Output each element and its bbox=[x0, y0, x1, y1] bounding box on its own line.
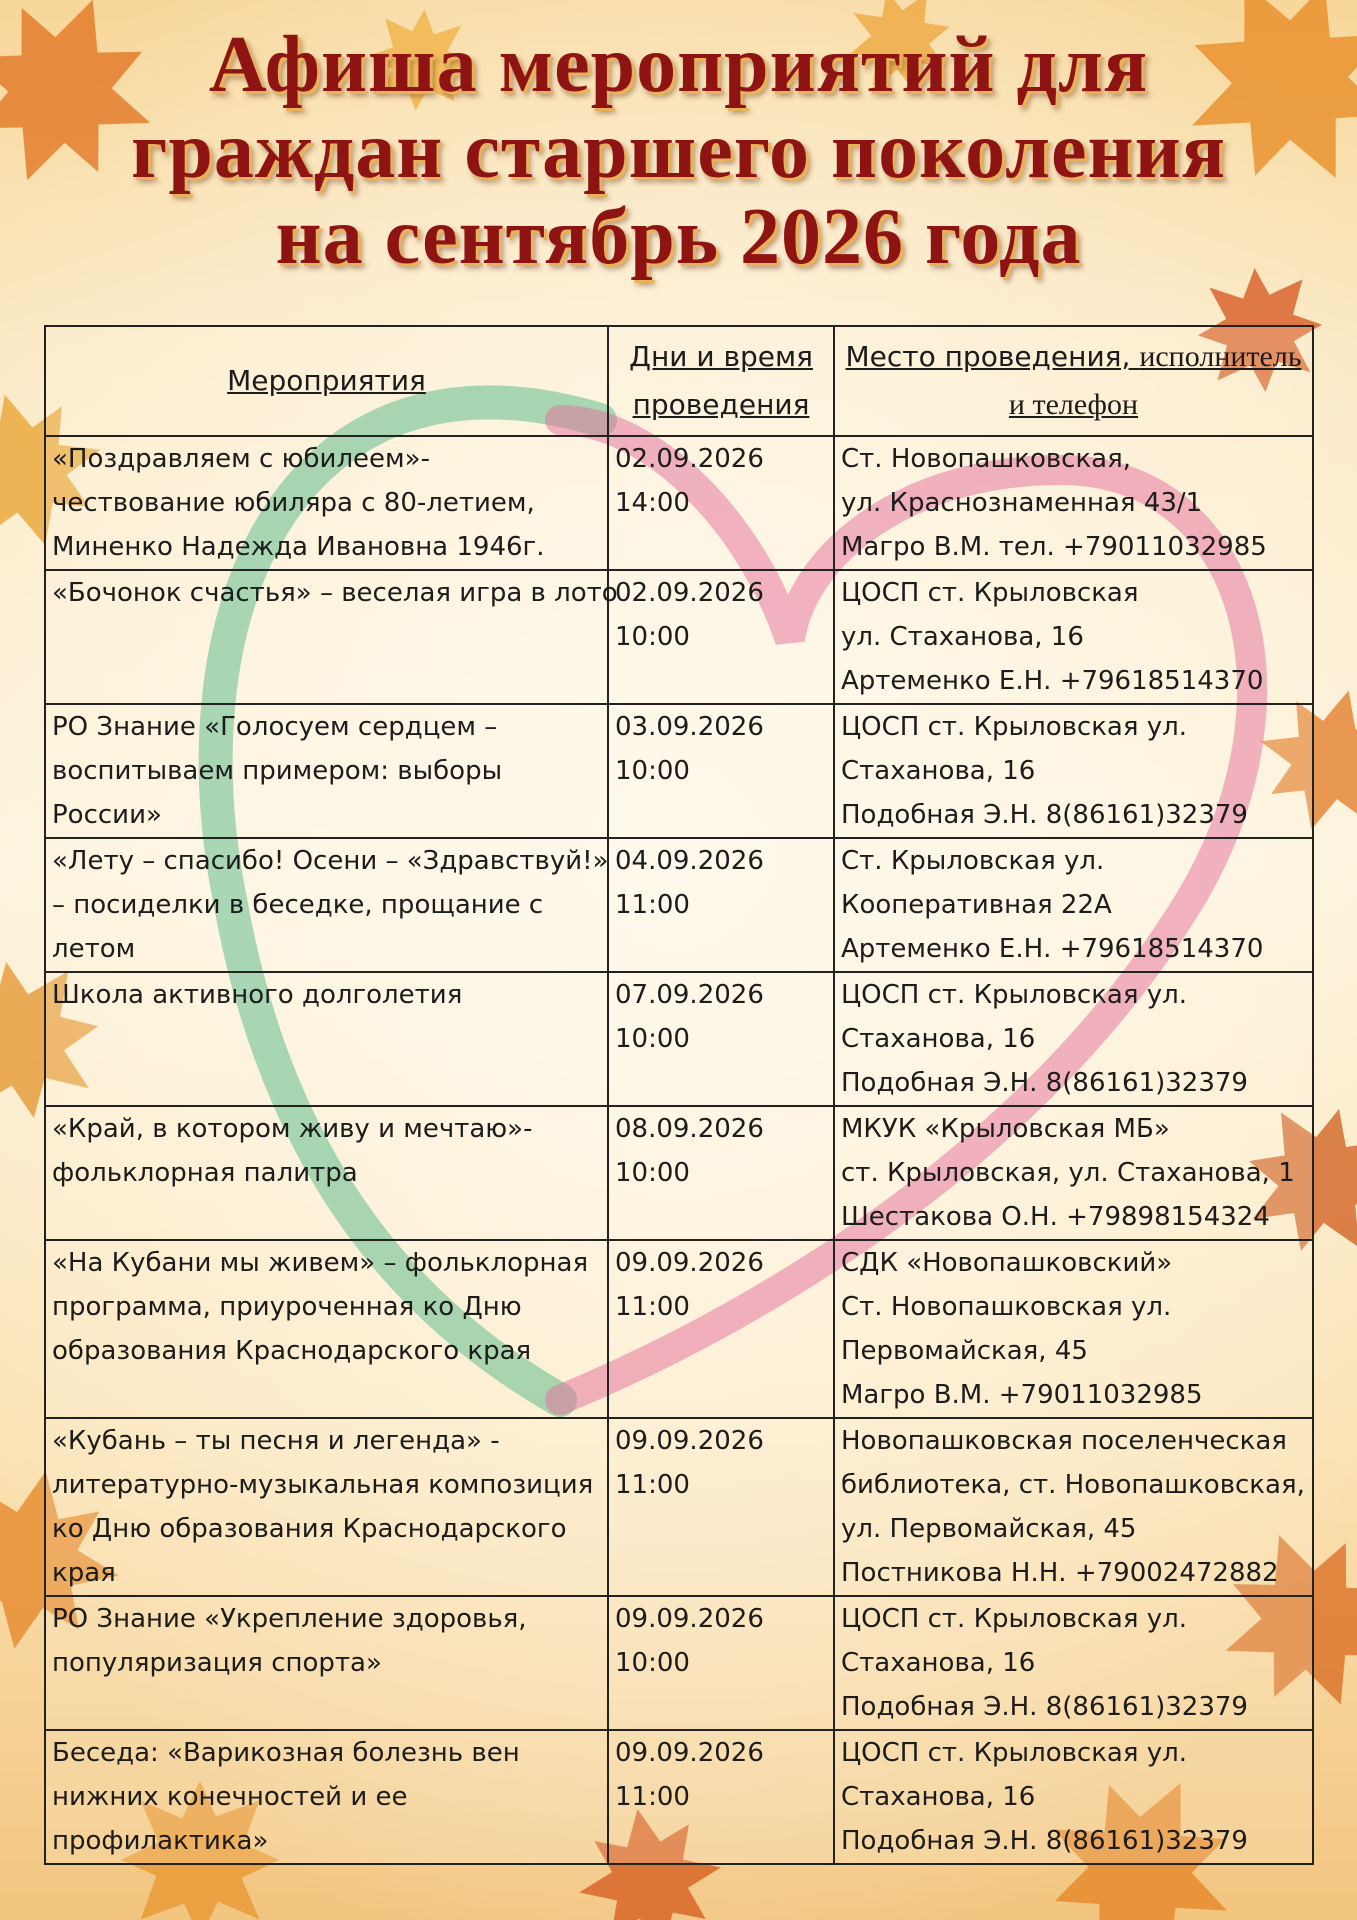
date-time-cell-line: 11:00 bbox=[615, 1782, 690, 1812]
header-time-line2: проведения bbox=[632, 388, 810, 421]
place-contact-cell-line: Подобная Э.Н. 8(86161)32379 bbox=[841, 1692, 1248, 1722]
table-row bbox=[45, 1418, 1313, 1596]
date-time-cell-line: 11:00 bbox=[615, 1292, 690, 1322]
place-contact-cell-line: Ст. Новопашковская ул. bbox=[841, 1292, 1172, 1322]
title-line: Афиша мероприятий для bbox=[208, 21, 1149, 109]
date-time-cell bbox=[608, 1418, 834, 1596]
place-contact-cell bbox=[834, 570, 1313, 704]
place-contact-cell-line: Постникова Н.Н. +79002472882 bbox=[841, 1558, 1279, 1588]
date-time-cell-line: 11:00 bbox=[615, 1470, 690, 1500]
event-cell-line: ко Дню образования Краснодарского bbox=[52, 1514, 567, 1544]
date-time-cell-line: 11:00 bbox=[615, 890, 690, 920]
title-line: на сентябрь 2026 года bbox=[275, 193, 1082, 281]
event-cell-line: образования Краснодарского края bbox=[52, 1336, 532, 1366]
table-row bbox=[45, 1730, 1313, 1864]
event-cell bbox=[45, 972, 608, 1106]
place-contact-cell-line: МКУК «Крыловская МБ» bbox=[841, 1114, 1170, 1144]
event-cell-line: профилактика» bbox=[52, 1826, 269, 1856]
date-time-cell bbox=[608, 1730, 834, 1864]
date-time-cell-line: 08.09.2026 bbox=[615, 1114, 764, 1144]
date-time-cell-line: 02.09.2026 bbox=[615, 578, 764, 608]
header-place-line2: исполнитель и телефон bbox=[1008, 340, 1302, 421]
header-time-line1: Дни и время bbox=[629, 340, 813, 373]
event-cell-line: «На Кубани мы живем» – фольклорная bbox=[52, 1248, 589, 1278]
event-cell-line: фольклорная палитра bbox=[52, 1158, 358, 1188]
place-contact-cell-line: ул. Краснознаменная 43/1 bbox=[841, 488, 1203, 518]
place-contact-cell-line: Артеменко Е.Н. +79618514370 bbox=[841, 666, 1264, 696]
event-cell-line: литературно-музыкальная композиция bbox=[52, 1470, 594, 1500]
place-contact-cell-line: СДК «Новопашковский» bbox=[841, 1248, 1173, 1278]
event-cell-line: «Край, в котором живу и мечтаю»- bbox=[52, 1114, 533, 1144]
place-contact-cell bbox=[834, 838, 1313, 972]
event-cell-line: края bbox=[52, 1558, 116, 1588]
place-contact-cell bbox=[834, 1596, 1313, 1730]
place-contact-cell-line: Стаханова, 16 bbox=[841, 1648, 1036, 1678]
place-contact-cell bbox=[834, 972, 1313, 1106]
table-row bbox=[45, 1106, 1313, 1240]
event-cell bbox=[45, 1418, 608, 1596]
date-time-cell bbox=[608, 704, 834, 838]
place-contact-cell-line: ЦОСП ст. Крыловская ул. bbox=[841, 1604, 1188, 1634]
date-time-cell-line: 10:00 bbox=[615, 756, 690, 786]
event-cell-line: летом bbox=[52, 934, 136, 964]
event-cell-line: России» bbox=[52, 800, 162, 830]
table-row bbox=[45, 570, 1313, 704]
place-contact-cell-line: Магро В.М. тел. +79011032985 bbox=[841, 532, 1267, 562]
place-contact-cell-line: Подобная Э.Н. 8(86161)32379 bbox=[841, 1068, 1248, 1098]
place-contact-cell-line: Ст. Новопашковская, bbox=[841, 444, 1132, 474]
place-contact-cell-line: Новопашковская поселенческая bbox=[841, 1426, 1287, 1456]
place-contact-cell-line: ст. Крыловская, ул. Стаханова, 1 bbox=[841, 1158, 1295, 1188]
date-time-cell-line: 10:00 bbox=[615, 1158, 690, 1188]
date-time-cell bbox=[608, 436, 834, 570]
place-contact-cell-line: ул. Первомайская, 45 bbox=[841, 1514, 1137, 1544]
place-contact-cell-line: Магро В.М. +79011032985 bbox=[841, 1380, 1203, 1410]
table-row bbox=[45, 704, 1313, 838]
date-time-cell-line: 09.09.2026 bbox=[615, 1738, 764, 1768]
event-cell-line: чествование юбиляра с 80-летием, bbox=[52, 488, 535, 518]
table-header-row bbox=[45, 326, 1313, 436]
place-contact-cell-line: ЦОСП ст. Крыловская ул. bbox=[841, 980, 1188, 1010]
place-contact-cell-line: Ст. Крыловская ул. bbox=[841, 846, 1105, 876]
place-contact-cell-line: Шестакова О.Н. +79898154324 bbox=[841, 1202, 1270, 1232]
date-time-cell-line: 03.09.2026 bbox=[615, 712, 764, 742]
event-cell bbox=[45, 436, 608, 570]
place-contact-cell-line: ЦОСП ст. Крыловская ул. bbox=[841, 712, 1188, 742]
event-cell-line: Школа активного долголетия bbox=[52, 980, 463, 1010]
event-cell-line: популяризация спорта» bbox=[52, 1648, 382, 1678]
place-contact-cell-line: Стаханова, 16 bbox=[841, 756, 1036, 786]
date-time-cell-line: 09.09.2026 bbox=[615, 1248, 764, 1278]
date-time-cell-line: 04.09.2026 bbox=[615, 846, 764, 876]
event-cell-line: «Поздравляем с юбилеем»- bbox=[52, 444, 430, 474]
header-events bbox=[45, 326, 608, 436]
date-time-cell bbox=[608, 1106, 834, 1240]
event-cell-line: нижних конечностей и ее bbox=[52, 1782, 408, 1812]
table-row bbox=[45, 972, 1313, 1106]
place-contact-cell-line: Подобная Э.Н. 8(86161)32379 bbox=[841, 800, 1248, 830]
date-time-cell-line: 02.09.2026 bbox=[615, 444, 764, 474]
header-place-line1: Место проведения, bbox=[845, 340, 1131, 373]
place-contact-cell-line: Подобная Э.Н. 8(86161)32379 bbox=[841, 1826, 1248, 1856]
date-time-cell bbox=[608, 1240, 834, 1418]
event-cell bbox=[45, 704, 608, 838]
event-cell-line: «Бочонок счастья» – веселая игра в лото bbox=[52, 578, 618, 608]
event-cell-line: «Кубань – ты песня и легенда» - bbox=[52, 1426, 500, 1456]
header-place bbox=[834, 326, 1313, 436]
date-time-cell bbox=[608, 1596, 834, 1730]
place-contact-cell bbox=[834, 1418, 1313, 1596]
place-contact-cell-line: ЦОСП ст. Крыловская ул. bbox=[841, 1738, 1188, 1768]
event-cell-line: РО Знание «Укрепление здоровья, bbox=[52, 1604, 527, 1634]
header-events-label: Мероприятия bbox=[227, 364, 426, 397]
place-contact-cell bbox=[834, 1240, 1313, 1418]
event-cell-line: Миненко Надежда Ивановна 1946г. bbox=[52, 532, 545, 562]
date-time-cell bbox=[608, 972, 834, 1106]
place-contact-cell bbox=[834, 1106, 1313, 1240]
header-time bbox=[608, 326, 834, 436]
table-row bbox=[45, 436, 1313, 570]
title-line: граждан старшего поколения bbox=[131, 107, 1226, 195]
date-time-cell-line: 09.09.2026 bbox=[615, 1426, 764, 1456]
table-body bbox=[45, 436, 1313, 1864]
date-time-cell-line: 10:00 bbox=[615, 622, 690, 652]
event-cell-line: воспитываем примером: выборы bbox=[52, 756, 503, 786]
place-contact-cell bbox=[834, 704, 1313, 838]
place-contact-cell-line: ул. Стаханова, 16 bbox=[841, 622, 1084, 652]
place-contact-cell-line: Первомайская, 45 bbox=[841, 1336, 1088, 1366]
table-row bbox=[45, 838, 1313, 972]
event-cell bbox=[45, 1596, 608, 1730]
date-time-cell-line: 07.09.2026 bbox=[615, 980, 764, 1010]
events-table bbox=[44, 325, 1314, 1865]
event-cell-line: Беседа: «Варикозная болезнь вен bbox=[52, 1738, 520, 1768]
event-cell-line: – посиделки в беседке, прощание с bbox=[52, 890, 544, 920]
event-cell-line: программа, приуроченная ко Дню bbox=[52, 1292, 522, 1322]
date-time-cell-line: 10:00 bbox=[615, 1024, 690, 1054]
poster-title bbox=[0, 22, 1357, 280]
event-cell bbox=[45, 1240, 608, 1418]
event-cell bbox=[45, 1730, 608, 1864]
place-contact-cell-line: библиотека, ст. Новопашковская, bbox=[841, 1470, 1305, 1500]
place-contact-cell-line: Кооперативная 22А bbox=[841, 890, 1112, 920]
place-contact-cell bbox=[834, 1730, 1313, 1864]
date-time-cell-line: 14:00 bbox=[615, 488, 690, 518]
place-contact-cell-line: ЦОСП ст. Крыловская bbox=[841, 578, 1139, 608]
place-contact-cell-line: Стаханова, 16 bbox=[841, 1024, 1036, 1054]
date-time-cell bbox=[608, 570, 834, 704]
table-row bbox=[45, 1596, 1313, 1730]
event-cell bbox=[45, 838, 608, 972]
place-contact-cell-line: Артеменко Е.Н. +79618514370 bbox=[841, 934, 1264, 964]
event-cell bbox=[45, 1106, 608, 1240]
event-cell bbox=[45, 570, 618, 704]
date-time-cell-line: 10:00 bbox=[615, 1648, 690, 1678]
place-contact-cell bbox=[834, 436, 1313, 570]
table-row bbox=[45, 1240, 1313, 1418]
event-cell-line: «Лету – спасибо! Осени – «Здравствуй!» bbox=[52, 846, 609, 876]
event-cell-line: РО Знание «Голосуем сердцем – bbox=[52, 712, 498, 742]
place-contact-cell-line: Стаханова, 16 bbox=[841, 1782, 1036, 1812]
date-time-cell-line: 09.09.2026 bbox=[615, 1604, 764, 1634]
date-time-cell bbox=[608, 838, 834, 972]
